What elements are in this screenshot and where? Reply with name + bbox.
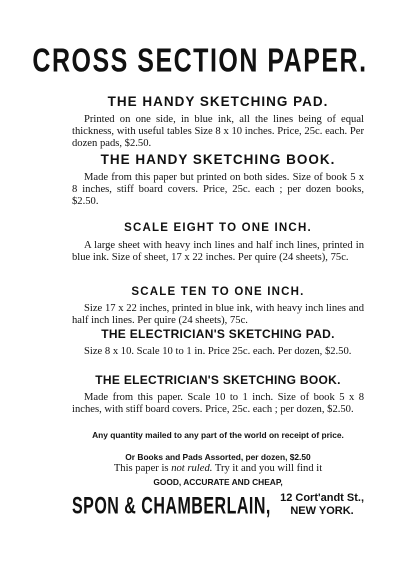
address-line-2: NEW YORK. [290,505,354,517]
assorted-notice: Or Books and Pads Assorted, per dozen, $2.50 [125,452,311,462]
section-handy-sketching-book [72,152,364,209]
motto: GOOD, ACCURATE AND CHEAP, [153,477,283,487]
section-text: Made from this paper but printed on both sides. Size of book 5 x 8 inches, stiff board covers. Price, 25c. each ; per dozen books, $2.50. [72,172,364,208]
section-handy-sketching-pad [72,94,364,151]
company-address [280,492,364,518]
section-text: Printed on one side, in blue ink, all the lines being of equal thickness, with useful tables Size 8 x 10 inches. Price, 25c. each. Per dozen pads, $2.50. [72,114,364,150]
section-text: Made from this paper. Scale 10 to 1 inch. Size of book 5 x 8 inches, with stiff board covers. Price, 25c. each ; per dozen, $2.50. [72,392,364,416]
tagline-end: Try it and you will find it [212,463,323,474]
tagline [72,463,364,474]
tagline-start: This paper is [113,463,172,474]
publisher-footer [72,490,364,520]
address-line-1: 12 Cort'andt St., [280,492,364,504]
section-electricians-book [72,372,364,416]
section-electricians-pad [72,326,364,358]
section-heading: THE ELECTRICIAN'S SKETCHING BOOK. [95,373,341,387]
section-text: Size 17 x 22 inches, printed in blue ink, with heavy inch lines and half inch lines. Per quire (24 sheets), 75c. [72,303,364,327]
section-heading: THE HANDY SKETCHING BOOK. [100,152,336,167]
section-heading: SCALE EIGHT TO ONE INCH. [124,222,312,234]
section-heading: SCALE TEN TO ONE INCH. [131,286,305,298]
section-text: A large sheet with heavy inch lines and half inch lines, printed in blue ink. Size of sheet, 17 x 22 inches. Per quire (24 sheets), 75c. [72,240,364,264]
page-title: CROSS SECTION PAPER. [32,42,368,80]
mailing-notice: Any quantity mailed to any part of the world on receipt of price. [92,430,344,440]
tagline-emphasis: not ruled. [171,463,213,474]
section-heading: THE HANDY SKETCHING PAD. [107,94,329,109]
section-text: Size 8 x 10. Scale 10 to 1 in. Price 25c. each. Per dozen, $2.50. [84,346,352,357]
company-name: SPON & CHAMBERLAIN, [72,494,271,520]
section-scale-ten [72,284,364,327]
section-scale-eight [72,220,364,264]
section-heading: THE ELECTRICIAN'S SKETCHING PAD. [101,327,335,341]
